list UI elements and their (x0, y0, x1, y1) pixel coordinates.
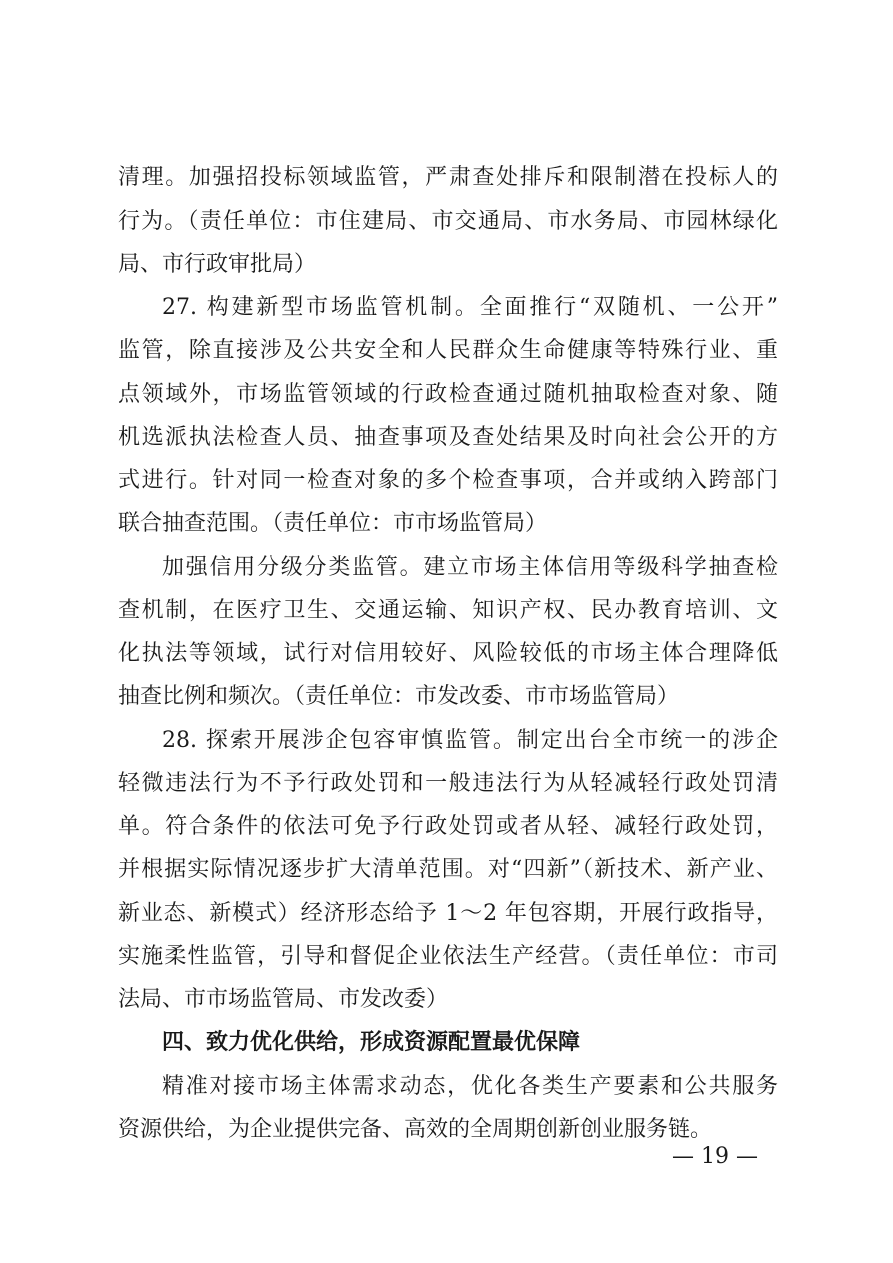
text-line: 实施柔性监管，引导和督促企业依法生产经营。（责任单位：市司 (118, 944, 778, 969)
text-line: 清理。加强招投标领域监管，严肃查处排斥和限制潜在投标人的 (118, 165, 778, 190)
text-line: 行为。（责任单位：市住建局、市交通局、市水务局、市园林绿化 (118, 209, 778, 234)
text-line: 联合抽查范围。（责任单位：市市场监管局） (118, 511, 548, 536)
text-line: 式进行。针对同一检查对象的多个检查事项，合并或纳入跨部门 (118, 468, 778, 493)
text-line: 抽查比例和频次。（责任单位：市发改委、市市场监管局） (118, 684, 680, 709)
text-line: 化执法等领域，试行对信用较好、风险较低的市场主体合理降低 (118, 641, 778, 666)
text-line: 点领域外，市场监管领域的行政检查通过随机抽取检查对象、随 (118, 382, 778, 407)
text-line: 监管，除直接涉及公共安全和人民群众生命健康等特殊行业、重 (118, 338, 778, 363)
text-line: 单。符合条件的依法可免予行政处罚或者从轻、减轻行政处罚， (118, 814, 778, 839)
text-line: 局、市行政审批局） (118, 252, 317, 277)
text-line: 机选派执法检查人员、抽查事项及查处结果及时向社会公开的方 (118, 425, 778, 450)
section-heading: 四、致力优化供给，形成资源配置最优保障 (162, 1030, 581, 1055)
item-28-heading-line: 28. 探索开展涉企包容审慎监管。制定出台全市统一的涉企 (162, 728, 778, 753)
item-27-heading-line: 27. 构建新型市场监管机制。全面推行“双随机、一公开” (162, 295, 778, 320)
text-line: 精准对接市场主体需求动态，优化各类生产要素和公共服务 (162, 1074, 778, 1099)
text-line: 资源供给，为企业提供完备、高效的全周期创新创业服务链。 (118, 1117, 713, 1142)
text-line: 法局、市市场监管局、市发改委） (118, 987, 449, 1012)
text-line: 查机制，在医疗卫生、交通运输、知识产权、民办教育培训、文 (118, 598, 778, 623)
text-line: 轻微违法行为不予行政处罚和一般违法行为从轻减轻行政处罚清 (118, 771, 778, 796)
text-line: 新业态、新模式）经济形态给予 1～2 年包容期，开展行政指导， (118, 901, 778, 926)
text-line: 加强信用分级分类监管。建立市场主体信用等级科学抽查检 (162, 555, 778, 580)
text-line: 并根据实际情况逐步扩大清单范围。对“四新”（新技术、新产业、 (118, 857, 778, 882)
page-number: — 19 — (672, 1144, 758, 1169)
